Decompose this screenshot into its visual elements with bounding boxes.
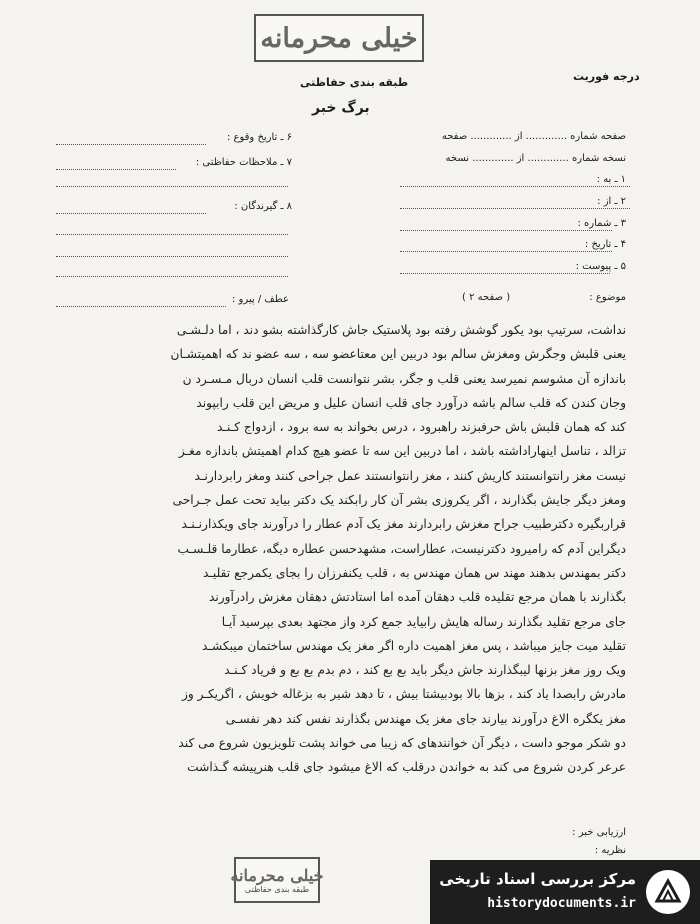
reference-label: عطف / پیرو : <box>232 294 289 305</box>
report-body <box>78 318 626 780</box>
date-field: ۴ ـ تاریخ : <box>584 239 626 250</box>
body-line: کند که همان قلبش باش حرفبزند راهبرود ، درس بخواند به سه برود ، ازدواج کـنـد <box>217 420 626 435</box>
from-line <box>400 208 630 209</box>
body-line: ویک روز مغز بزنها لیبگذارند جاش دیگر باید بع بع کند ، دم بدم بع بع و فریاد کـنـد <box>224 663 626 678</box>
body-line: دیگراین آدم که رامیرود دکترنیست، عطاراست، مشهدحسن عطاره دیگه، عطارما قلـسـب <box>177 541 626 556</box>
attachment-field: ۵ ـ پیوست : <box>575 261 626 272</box>
security-notes-line <box>56 169 176 170</box>
bottom-secret-stamp <box>230 857 324 903</box>
body-line: جای مرجع تقلید بگذارند رساله هایش رابیاید جمع کرد واز مجتهد بعدی بپرسید آیـا <box>221 614 626 629</box>
bottom-stamp-main: خیلی محرمانه <box>230 866 324 885</box>
date-line <box>400 251 612 252</box>
recipients-line-4 <box>56 276 288 277</box>
body-line: عرعر کردن شروع می کند به خواندن درقلب که الاغ میشود جای قلب هنرپیشه گـذاشت <box>187 760 626 775</box>
number-field: ۳ ـ شماره : <box>577 218 626 229</box>
evaluation-label: ارزیابی خبر : <box>572 827 626 838</box>
body-line: نیست مغز رانتوانستند کاریش کنند ، مغز رانتوانستند عمل جراحی کنند ومغز رابردارنـد <box>194 468 626 483</box>
body-line: تزالد ، تناسل اینهاراداشته باشد ، اما دربین این سه تا عضو هیچ کدام اهمیتش باندازه مغـز <box>178 444 626 459</box>
body-line: قراربگیره دکترطبیب جراح مغزش رابردارند مغز یک آدم عطار را درآورند جای ویکذارنـنـد <box>181 517 626 532</box>
top-secret-stamp: خیلی محرمانه <box>254 14 424 62</box>
body-line: ومغز دیگر جایش بگذارند ، اگر یکروزی بشر آن کار رابکند یک دکتر بیاید تحت عمل جـراحی <box>172 493 626 508</box>
recipients-line-2 <box>56 234 288 235</box>
body-line: نداشت، سرتیپ بود یکور گوشش رفته بود پلاستیک جاش کارگذاشته بشو دند ، اما دلـشـی <box>176 323 626 337</box>
watermark-url: historydocuments.ir <box>487 896 636 911</box>
subject-label: موضوع : <box>589 292 626 303</box>
body-line: دکتر بمهندس بدهند مهند س همان مهندس به ، قلب یکنفرزان را بجای یکمرجع تقلیـد <box>202 565 626 580</box>
from-field: ۲ ـ از : <box>597 196 626 207</box>
security-notes-line-2 <box>56 186 288 187</box>
body-line: یعنی قلبش وجگرش ومغزش سالم بود دربین این معتاعضو سه ، سه عضو ند که اهمیتشـان <box>170 347 626 362</box>
occurrence-date-line <box>56 144 206 145</box>
document-title: برگ خبر <box>312 100 370 116</box>
bottom-stamp-sub: طبقه بندی حفاظتی <box>244 885 310 894</box>
to-field: ۱ ـ به : <box>596 174 626 185</box>
watermark-title: مرکز بررسی اسناد تاریخی <box>439 870 636 888</box>
body-line: دو شکر موجو داست ، دیگر آن خوانندهای که زیبا می خواند پشت تلویزیون شروع می کند <box>178 736 626 751</box>
security-notes-field: ۷ ـ ملاحظات حفاظتی : <box>195 157 292 168</box>
occurrence-date-field: ۶ ـ تاریخ وقوع : <box>226 132 292 143</box>
classification-label: طبقه بندی حفاظتی <box>300 76 409 89</box>
body-line: مادرش رابصدا یاد کند ، بزها بالا بودبیشتا بیش ، تا دهد شیر به بزغاله خویش ، اگریکـر وز <box>182 687 626 702</box>
reference-line <box>56 306 226 307</box>
opinion-label: نظریه : <box>594 845 626 856</box>
recipients-line-3 <box>56 256 288 257</box>
priority-label: درجه فوریت <box>573 70 640 83</box>
watermark-banner <box>430 860 700 924</box>
copy-number-field: نسخه شماره ............. از ............. نسخه <box>445 153 626 164</box>
recipients-field: ۸ ـ گیرندگان : <box>234 201 292 212</box>
body-line: تقلید میت جایز میباشد ، پس مغز اهمیت داره اگر مغز یک مهندس ساختمان میبکشـد <box>202 638 626 653</box>
to-line <box>400 186 630 187</box>
body-line: بگذارند با همان مرجع تقلیده قلب دهقان آمده اما استادتش دهقان مغزش رادرآورند <box>208 590 626 605</box>
archive-logo-icon <box>646 870 690 914</box>
recipients-line <box>56 213 206 214</box>
body-line: وجان کندن که قلب سالم باشه درآورد جای قلب انسان علیل و مریض این قلب رابپوند <box>196 395 626 410</box>
number-line <box>400 230 612 231</box>
page-marker: ( صفحه ۲ ) <box>462 292 511 303</box>
body-line: باندازه آن مشوسم نمیرسد یعنی قلب و جگر، بشر نتوانست قلب انسان دربال مـسـرد ن <box>182 371 626 386</box>
body-line: مغز یکگره الاغ درآورند بیارند جای مغز یک مهندس بگذارند نفس کند دهر نفسـی <box>225 711 626 726</box>
attachment-line <box>400 273 610 274</box>
page-number-field: صفحه شماره ............. از ............. صفحه <box>441 131 626 142</box>
